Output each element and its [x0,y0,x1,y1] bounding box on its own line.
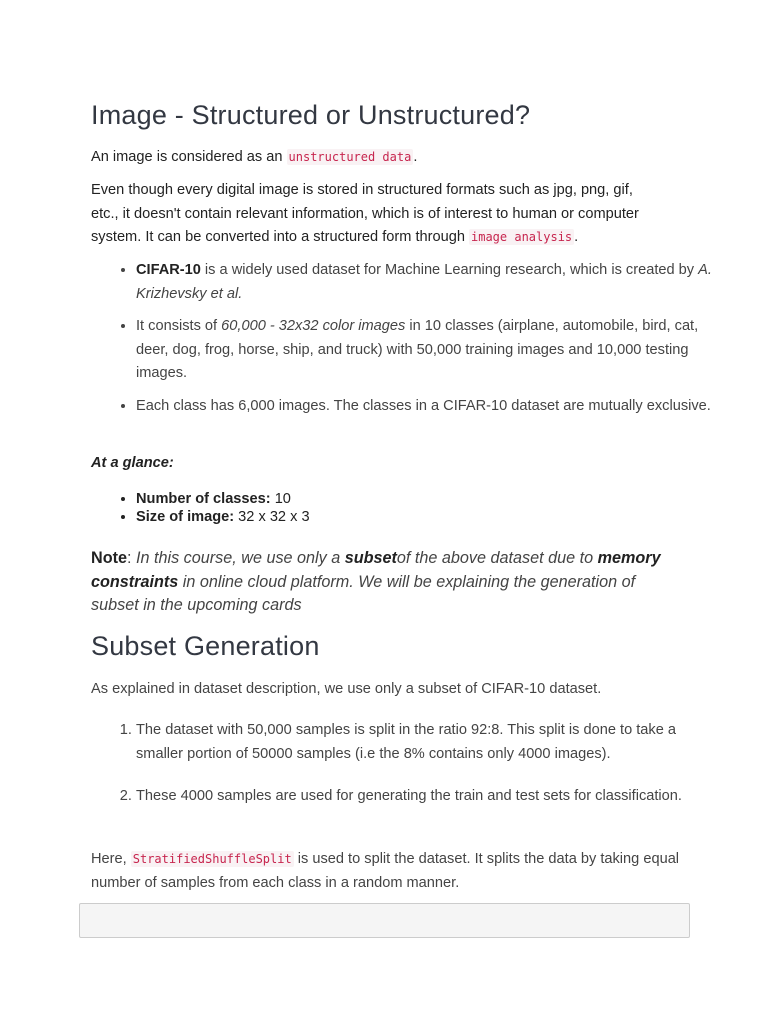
subset-steps-list [91,719,726,809]
cifar-bullet-list [91,259,726,418]
subset-intro-paragraph: As explained in dataset description, we use only a subset of CIFAR-10 dataset. [91,681,602,697]
glance-list [91,490,310,526]
list-item [136,315,726,386]
code-block [79,903,690,938]
intro-text: An image is considered as an [91,149,287,165]
class-size-text: Each class has 6,000 images. The classes in a CIFAR-10 dataset are mutually exclusive. [136,397,711,414]
paragraph-line-3-text: system. It can be converted into a structured form through [91,229,469,245]
note-label: Note [91,549,127,567]
list-item: 2. These 4000 samples are used for generating the train and test sets for classification. [136,785,726,809]
inline-code-unstructured-data: unstructured data [288,150,412,164]
note-bold-subset: subset [344,549,397,567]
cifar-description: is a widely used dataset for Machine Learning research, which is created by [200,262,699,278]
intro-period: . [413,149,418,165]
image-count-italic: 60,000 - 32x32 color images [221,318,406,334]
page-title: Image - Structured or Unstructured? [91,100,531,130]
list-item [136,490,310,508]
cifar-authors: A. Krizhevsky et al. [136,262,712,302]
list-item [136,259,726,306]
consists-text: It consists of [136,318,222,334]
paragraph-line-1: Even though every digital image is stored in structured formats such as jpg, png, gif, [91,182,633,198]
note-text-2: of the above dataset due to [396,549,598,567]
classes-value: 10 [270,491,291,507]
section-heading-subset-generation: Subset Generation [91,631,320,661]
intro-paragraph [91,146,417,170]
note-callout [91,547,681,618]
note-text-1: In this course, we use only a [135,549,345,567]
paragraph-period: . [574,229,579,245]
note-bold-memory: memory constraints [91,549,661,591]
structured-formats-paragraph [91,179,691,250]
glance-heading-text: At a glance: [91,455,174,471]
inline-code-stratified-shuffle-split: StratifiedShuffleSplit [132,852,292,866]
list-item [136,395,726,419]
list-item: 1. The dataset with 50,000 samples is split in the ratio 92:8. This split is done to take a smaller portion of 50000 samples (i.e the 8% contains only 4000 images). [136,719,726,766]
note-colon: : [126,549,136,567]
split-method-paragraph [91,848,681,895]
glance-heading [91,452,174,476]
paragraph-line-3 [91,226,691,250]
split-description: is used to split the dataset. It splits the data by taking equal number of samples from each class in a random manner. [91,851,680,891]
classes-text: in 10 classes (airplane, automobile, bird, cat, deer, dog, frog, horse, ship, and truck) with 50,000 training images and 10,000 testing images. [136,318,699,381]
paragraph-line-2: etc., it doesn't contain relevant information, which is of interest to human or computer [91,205,639,222]
size-label: Size of image: [136,509,235,525]
classes-label: Number of classes: [136,491,271,507]
note-text-3: in online cloud platform. We will be explaining the generation of subset in the upcoming cards [91,572,636,614]
cifar-label: CIFAR-10 [136,262,201,278]
list-item [136,508,310,526]
split-here-text: Here, [91,851,131,867]
size-value: 32 x 32 x 3 [234,509,310,525]
inline-code-image-analysis: image analysis [471,230,573,244]
